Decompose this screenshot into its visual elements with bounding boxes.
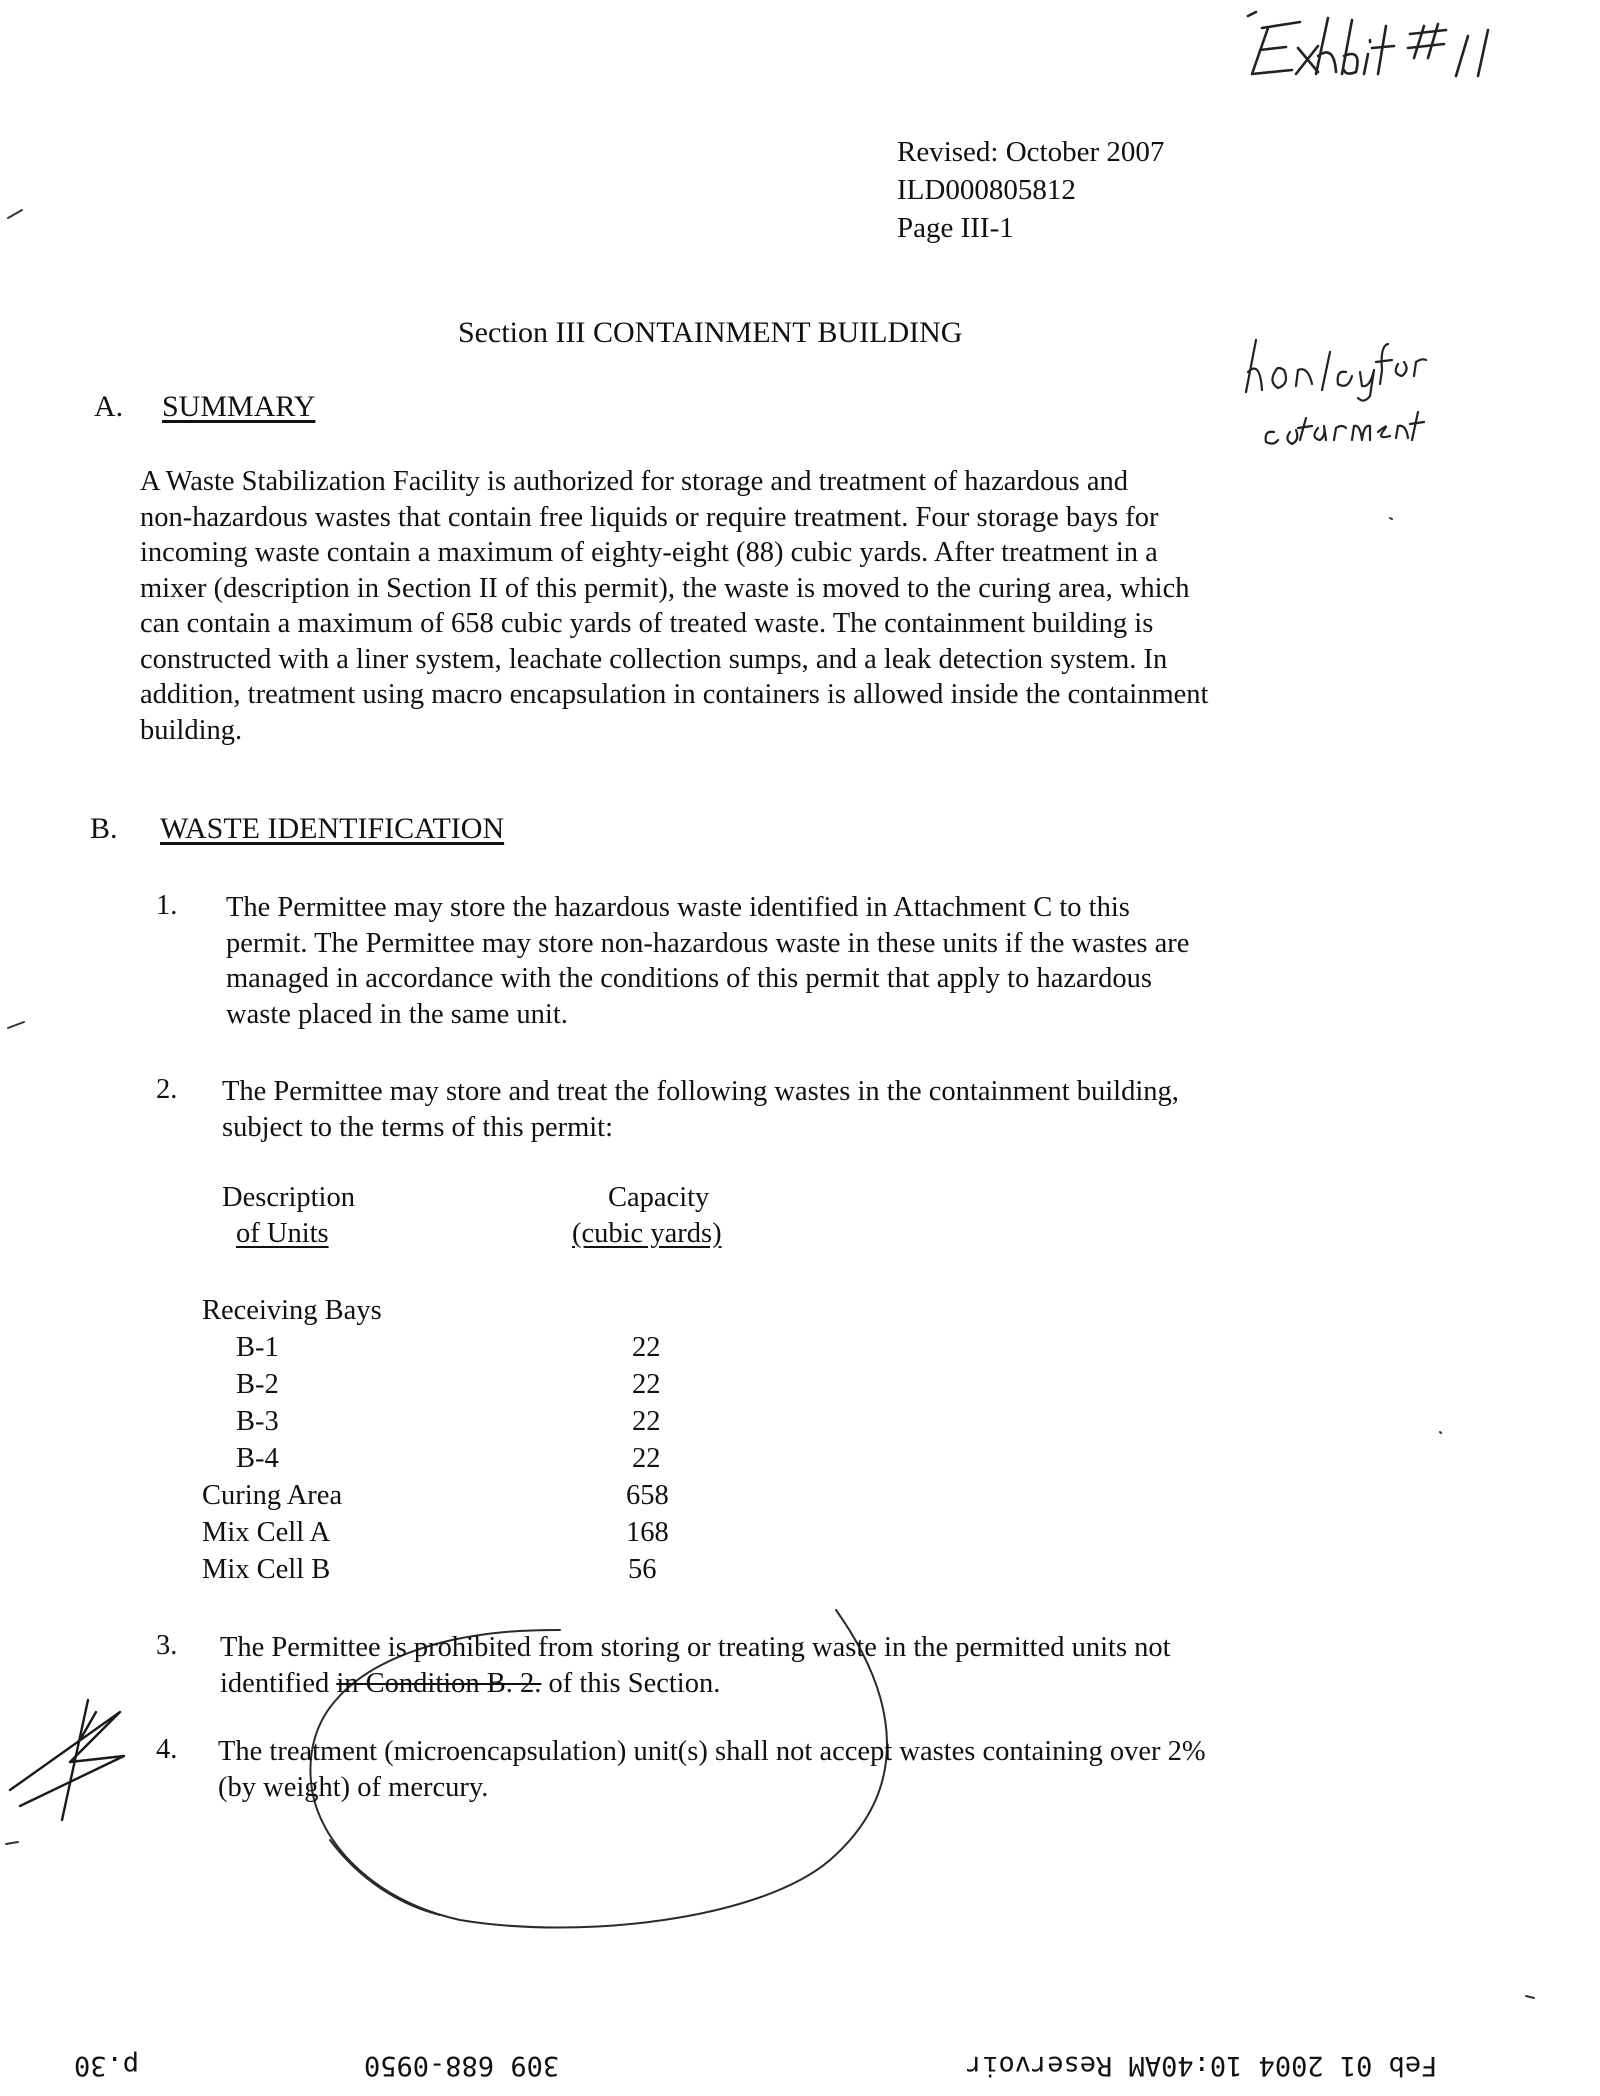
item-2-number: 2. [156,1074,178,1105]
item-3-struck-text: in Condition B. 2. [336,1667,542,1699]
table-row-capacity: 22 [632,1332,661,1363]
col-description-head-2: of Units [236,1218,329,1249]
item-1-line: managed in accordance with the conditions of this permit that apply to hazardous [226,963,1152,994]
table-row-unit: Mix Cell A [202,1517,331,1548]
summary-line: addition, treatment using macro encapsulation in containers is allowed inside the containment [140,679,1209,710]
item-3-text [220,1630,1420,1701]
item-3-text-b: of this Section. [541,1667,721,1699]
page-number: Page III-1 [897,212,1014,244]
item-3-text-a: identified [220,1667,337,1699]
item-1-line: waste placed in the same unit. [226,998,568,1030]
item-1-line: The Permittee may store the hazardous waste identified in Attachment C to this [226,892,1130,923]
footer-page-ref: p.30 [74,2050,140,2081]
permit-id: ILD000805812 [897,174,1076,206]
margin-note-handwriting [1246,340,1426,444]
item-4-line: (by weight) of mercury. [218,1771,489,1803]
item-2-text [222,1074,1412,1145]
summary-line: can contain a maximum of 658 cubic yards of treated waste. The containment building is [140,608,1154,639]
item-1-number: 1. [156,890,178,921]
document-header [897,133,1164,247]
table-row-unit: Mix Cell B [202,1554,331,1585]
table-row-capacity: 56 [628,1554,657,1585]
item-1-line: permit. The Permittee may store non-hazardous waste in these units if the wastes are [226,927,1190,959]
summary-line: non-hazardous wastes that contain free liquids or require treatment. Four storage bays for [140,501,1159,533]
group-label-receiving-bays: Receiving Bays [202,1295,382,1326]
table-row-unit: Curing Area [202,1480,343,1511]
section-a-letter: A. [94,390,124,423]
item-1-text [226,890,1406,1032]
table-row-capacity: 22 [632,1443,661,1474]
table-row-unit: B-3 [236,1406,279,1437]
item-4-line: The treatment (microencapsulation) unit(s) shall not accept wastes containing over 2% [218,1736,1206,1767]
section-b-heading: WASTE IDENTIFICATION [160,812,505,845]
summary-line: building. [140,714,243,746]
col-capacity-head-2: (cubic yards) [572,1218,722,1249]
summary-line: incoming waste contain a maximum of eighty-eight (88) cubic yards. After treatment in a [140,537,1158,568]
table-row-capacity: 658 [626,1480,669,1511]
item-3-number: 3. [156,1630,178,1661]
revision-date: Revised: October 2007 [897,136,1165,168]
summary-line: constructed with a liner system, leachate collection sumps, and a leak detection system. In [140,643,1168,675]
table-row-capacity: 168 [626,1517,669,1548]
item-3-line-2 [220,1666,1420,1702]
item-4-text [218,1734,1418,1805]
summary-line: mixer (description in Section II of this permit), the waste is moved to the curing area, which [140,572,1190,604]
signature-mark [10,1700,124,1820]
col-description-head-1: Description [222,1182,355,1213]
item-2-line: subject to the terms of this permit: [222,1111,614,1143]
section-b-letter: B. [90,812,118,845]
summary-line: A Waste Stabilization Facility is authorized for storage and treatment of hazardous and [140,466,1129,497]
table-row-capacity: 22 [632,1369,661,1400]
col-capacity-head-1: Capacity [608,1182,710,1213]
section-a-heading: SUMMARY [162,390,316,423]
summary-paragraph [140,464,1400,748]
table-row-unit: B-4 [236,1443,279,1474]
section-title: Section III CONTAINMENT BUILDING [458,316,963,349]
item-2-line: The Permittee may store and treat the following wastes in the containment building, [222,1076,1179,1107]
footer-fax-header: Feb 01 2004 10:40AM Reservoir [966,2050,1438,2081]
table-row-unit: B-2 [236,1369,279,1400]
item-4-number: 4. [156,1734,178,1765]
footer-phone: 309 688-0950 [364,2050,560,2081]
table-row-unit: B-1 [236,1332,279,1363]
exhibit-handwriting [1248,12,1488,76]
table-row-capacity: 22 [632,1406,661,1437]
item-3-line: The Permittee is prohibited from storing or treating waste in the permitted units not [220,1632,1171,1663]
